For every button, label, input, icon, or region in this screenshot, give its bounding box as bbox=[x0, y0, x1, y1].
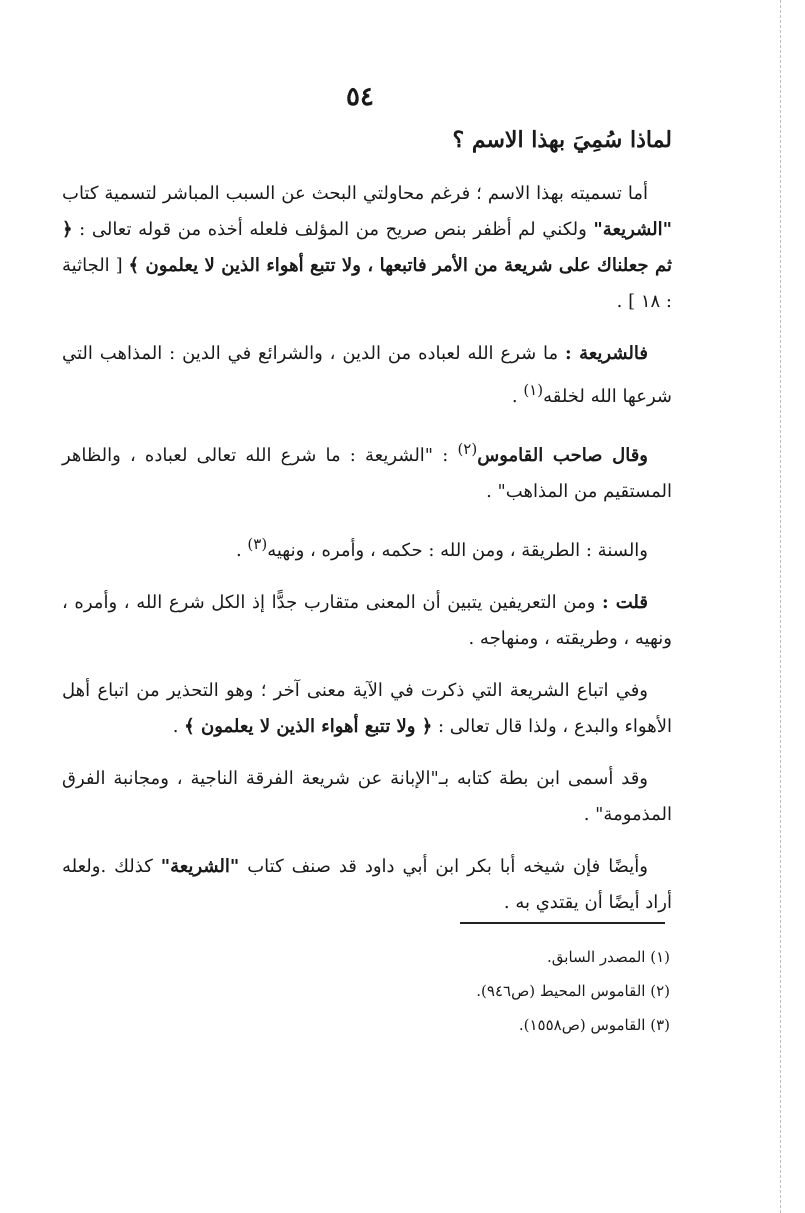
paragraph-8 bbox=[62, 849, 672, 921]
footnote-3: (٣) القاموس (ص١٥٥٨). bbox=[518, 1016, 670, 1034]
scan-edge-line bbox=[780, 0, 781, 1213]
main-text bbox=[62, 122, 672, 937]
p6-quran-verse: ﴿ ولا تتبع أهواء الذين لا يعلمون ﴾ bbox=[184, 716, 433, 737]
p2-end: . bbox=[511, 386, 524, 407]
section-heading: لماذا سُمِيَ بهذا الاسم ؟ bbox=[452, 127, 672, 153]
paragraph-6 bbox=[62, 673, 672, 745]
paragraph-2 bbox=[62, 336, 672, 415]
p1-text-c: ولكني لم أظفر بنص صريح من المؤلف فلعله أخذه من قوله تعالى : bbox=[72, 219, 594, 240]
p5-lead: قلت : bbox=[601, 592, 648, 613]
page-number: ٥٤ bbox=[346, 82, 374, 112]
p7-text: وقد أسمى ابن بطة كتابه بـ"الإبانة عن شريعة الفرقة الناجية ، ومجانبة الفرق المذمومة" . bbox=[62, 768, 672, 825]
paragraph-1 bbox=[62, 176, 672, 320]
p8-text-c: كذلك .ولعله أراد أيضًا أن يقتدي به . bbox=[62, 856, 672, 913]
p8-book-title: "الشريعة" bbox=[160, 856, 240, 877]
footnotes bbox=[330, 940, 670, 1042]
footnote-divider bbox=[460, 922, 665, 924]
footnote-1: (١) المصدر السابق. bbox=[547, 948, 670, 966]
footnote-ref-3[interactable]: (٣) bbox=[247, 535, 268, 553]
footnote-ref-2[interactable]: (٢) bbox=[457, 440, 478, 458]
p4-text: والسنة : الطريقة ، ومن الله : حكمه ، وأمره ، ونهيه bbox=[267, 540, 648, 561]
p3-lead: وقال صاحب القاموس bbox=[477, 445, 649, 466]
p5-text: ومن التعريفين يتبين أن المعنى متقارب جدًّا إذ الكل شرع الله ، وأمره ، ونهيه ، وطريقته ، ومنهاجه . bbox=[62, 592, 672, 649]
p3-text: : "الشريعة : ما شرع الله تعالى لعباده ، والظاهر المستقيم من المذاهب" . bbox=[62, 445, 672, 502]
p1-text-a: أما تسميته بهذا الاسم ؛ فرغم محاولتي البحث عن السبب المباشر لتسمية كتاب bbox=[62, 183, 648, 204]
paragraph-3 bbox=[62, 431, 672, 510]
p1-verse-reference: [ الجاثية : ١٨ ] . bbox=[62, 255, 672, 312]
footnote-2: (٢) القاموس المحيط (ص٩٤٦). bbox=[476, 982, 670, 1000]
paragraph-4 bbox=[62, 526, 672, 569]
p6-text: وفي اتباع الشريعة التي ذكرت في الآية معنى آخر ؛ وهو التحذير من اتباع أهل الأهواء والبدع ، ولذا قال تعالى : bbox=[62, 680, 672, 737]
p4-end: . bbox=[235, 540, 248, 561]
p6-end: . bbox=[172, 716, 185, 737]
paragraph-7 bbox=[62, 761, 672, 833]
p8-text-a: وأيضًا فإن شيخه أبا بكر ابن أبي داود قد صنف كتاب bbox=[239, 856, 648, 877]
paragraph-5 bbox=[62, 585, 672, 657]
footnote-ref-1[interactable]: (١) bbox=[523, 381, 544, 399]
p1-quran-verse: ﴿ ثم جعلناك على شريعة من الأمر فاتبعها ، ولا تتبع أهواء الذين لا يعلمون ﴾ bbox=[62, 219, 672, 276]
p2-text: ما شرع الله لعباده من الدين ، والشرائع في الدين : المذاهب التي شرعها الله لخلقه bbox=[62, 343, 672, 407]
p1-book-title: "الشريعة" bbox=[593, 219, 672, 240]
p2-term: فالشريعة : bbox=[565, 343, 648, 364]
